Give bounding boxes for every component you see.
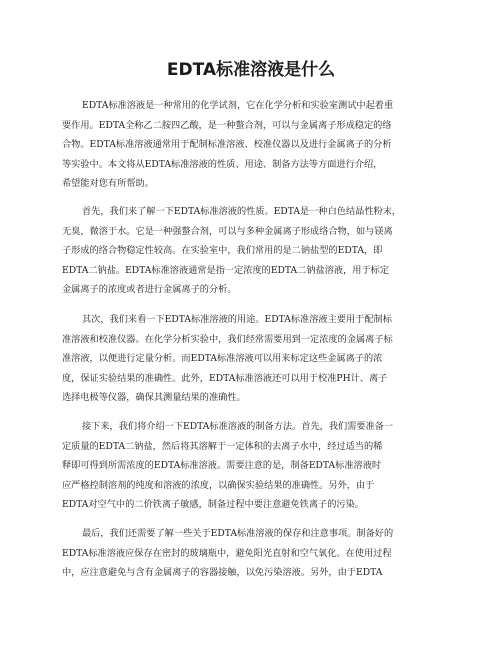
text-line: 金属离子的浓度或者进行金属离子的分析。: [62, 284, 237, 296]
text-line: 准溶液，以便进行定量分析。而EDTA标准溶液可以用来标定这些金属离子的浓: [62, 353, 383, 365]
paragraph-uses: [62, 310, 442, 408]
text-line: 应严格控制溶剂的纯度和溶液的浓度，以确保实验结果的准确性。另外，由于: [62, 479, 375, 491]
text-line: 其次，我们来看一下EDTA标准溶液的用途。EDTA标准溶液主要用于配制标: [82, 314, 392, 325]
text-line: 释即可得到所需浓度的EDTA标准溶液。需要注意的是，制备EDTA标准溶液时: [62, 460, 382, 472]
text-line: EDTA对空气中的二价铁离子敏感，制备过程中要注意避免铁离子的污染。: [62, 499, 364, 511]
paragraph-preparation: [62, 417, 442, 515]
text-line: 准溶液和校准仪器。在化学分析实验中，我们经常需要用到一定浓度的金属离子标: [62, 333, 393, 345]
text-line: 定质量的EDTA二钠盐，然后将其溶解于一定体积的去离子水中，经过适当的稀: [62, 440, 383, 452]
text-line: 等实验中。本文将从EDTA标准溶液的性质、用途、制备方法等方面进行介绍，: [62, 158, 383, 170]
text-line: 合物。EDTA标准溶液通常用于配制标准溶液、校准仪器以及进行金属离子的分析: [62, 139, 392, 151]
text-line: 选择电极等仪器，确保其测量结果的准确性。: [62, 392, 246, 404]
text-line: EDTA标准溶液应保存在密封的玻璃瓶中，避免阳光直射和空气氧化。在使用过程: [62, 547, 392, 559]
paragraph-intro: [62, 96, 442, 194]
paragraph-properties: [62, 202, 442, 300]
text-line: 接下来，我们将介绍一下EDTA标准溶液的制备方法。首先，我们需要准备一: [82, 421, 394, 432]
text-line: 子形成的络合物稳定性较高。在实验室中，我们常用的是二钠盐型的EDTA，即: [62, 245, 383, 257]
text-line: 要作用。EDTA全称乙二胺四乙酸，是一种螯合剂，可以与金属离子形成稳定的络: [62, 119, 392, 131]
text-line: 度，保证实验结果的准确性。此外，EDTA标准溶液还可以用于校准PH计、离子: [62, 372, 388, 384]
text-line: 中，应注意避免与含有金属离子的容器接触，以免污染溶液。另外，由于EDTA: [62, 567, 383, 579]
text-line: EDTA标准溶液是一种常用的化学试剂，它在化学分析和实验室测试中起着重: [82, 100, 394, 111]
document-title: EDTA标准溶液是什么: [166, 60, 336, 80]
text-line: 首先，我们来了解一下EDTA标准溶液的性质。EDTA是一种白色结晶性粉末，: [82, 206, 402, 217]
text-line: 最后，我们还需要了解一些关于EDTA标准溶液的保存和注意事项。制备好的: [82, 528, 394, 539]
text-line: 无臭，微溶于水。它是一种强螯合剂，可以与多种金属离子形成络合物，如与镁离: [62, 225, 393, 237]
paragraph-storage: [62, 524, 442, 583]
text-line: 希望能对您有所帮助。: [62, 178, 154, 190]
text-line: EDTA二钠盐。EDTA标准溶液通常是指一定浓度的EDTA二钠盐溶液，用于标定: [62, 264, 390, 276]
